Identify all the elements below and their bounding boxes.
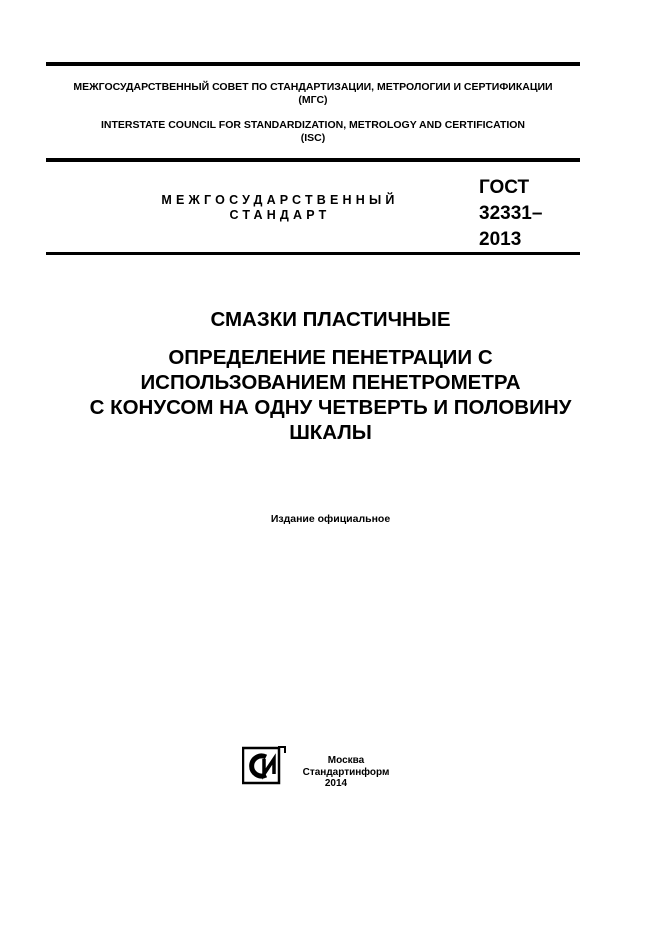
publisher-year: 2014 (324, 778, 348, 789)
standartinform-logo-icon (242, 745, 286, 785)
council-en-line1: INTERSTATE COUNCIL FOR STANDARDIZATION, METROLOGY AND CERTIFICATION (100, 119, 526, 131)
edition-note: Издание официальное (270, 513, 391, 525)
document-subtitle-line2: ИСПОЛЬЗОВАНИЕМ ПЕНЕТРОМЕТРА (140, 371, 521, 394)
top-rule (46, 62, 580, 66)
document-title: СМАЗКИ ПЛАСТИЧНЫЕ (210, 308, 451, 331)
gost-number: 32331– (479, 203, 543, 224)
standard-type-line2: СТАНДАРТ (229, 208, 331, 222)
document-subtitle-line1: ОПРЕДЕЛЕНИЕ ПЕНЕТРАЦИИ С (168, 346, 493, 369)
lower-rule (46, 252, 580, 255)
middle-rule (46, 158, 580, 162)
standard-type-line1: МЕЖГОСУДАРСТВЕННЫЙ (161, 193, 399, 207)
council-ru-line1: МЕЖГОСУДАРСТВЕННЫЙ СОВЕТ ПО СТАНДАРТИЗАЦИИ, МЕТРОЛОГИИ И СЕРТИФИКАЦИИ (73, 81, 553, 93)
publisher-city: Москва (327, 755, 365, 766)
document-subtitle-line3: С КОНУСОМ НА ОДНУ ЧЕТВЕРТЬ И ПОЛОВИНУ (89, 396, 572, 419)
council-en-abbrev: (ISC) (300, 132, 326, 144)
council-ru-abbrev: (МГС) (298, 94, 328, 106)
publisher-name: Стандартинформ (302, 767, 390, 778)
gost-year: 2013 (479, 229, 522, 250)
gost-label: ГОСТ (479, 177, 530, 198)
document-subtitle-line4: ШКАЛЫ (289, 421, 372, 444)
